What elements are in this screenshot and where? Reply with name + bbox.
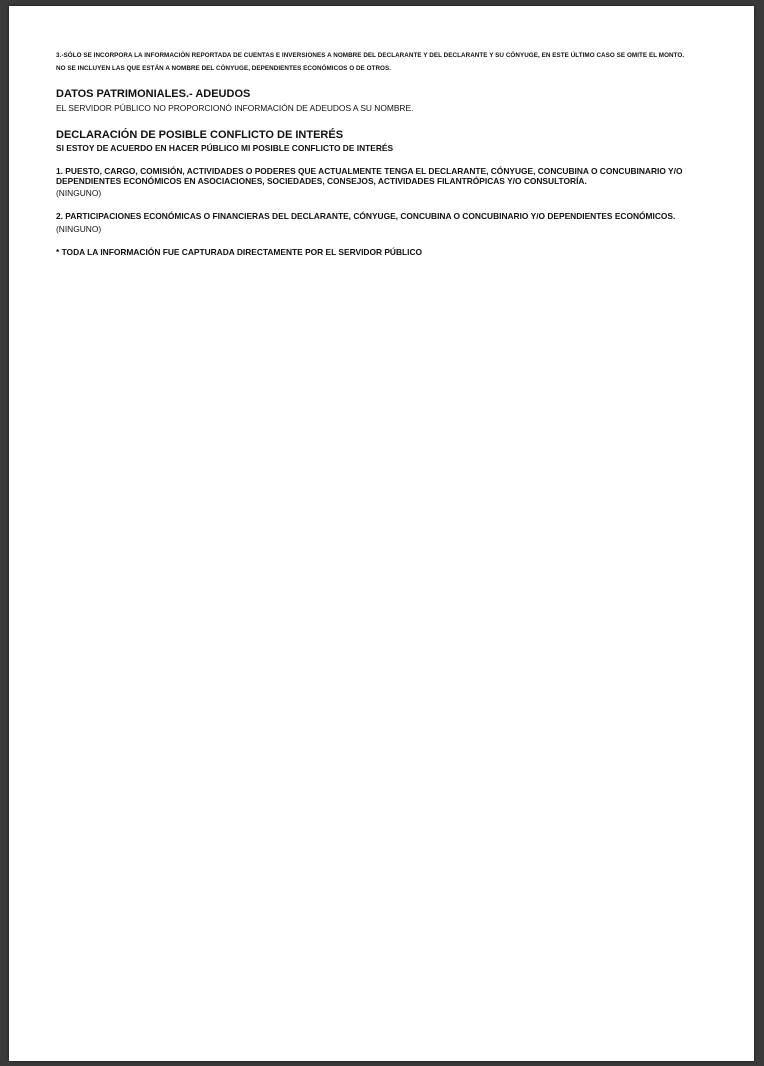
section-title-conflicto: DECLARACIÓN DE POSIBLE CONFLICTO DE INTERÉS — [56, 129, 344, 141]
adeudos-text: EL SERVIDOR PÚBLICO NO PROPORCIONÓ INFORMACIÓN DE ADEUDOS A SU NOMBRE. — [56, 103, 414, 113]
footer-note: * TODA LA INFORMACIÓN FUE CAPTURADA DIRECTAMENTE POR EL SERVIDOR PÚBLICO — [56, 246, 423, 257]
note-exclusions: NO SE INCLUYEN LAS QUE ESTÁN A NOMBRE DEL CÓNYUGE, DEPENDIENTES ECONÓMICOS O DE OTROS. — [56, 65, 392, 72]
section-title-adeudos: DATOS PATRIMONIALES.- ADEUDOS — [56, 88, 251, 100]
document-page — [9, 6, 754, 1061]
conflicto-item-title: 1. PUESTO, CARGO, COMISIÓN, ACTIVIDADES O PODERES QUE ACTUALMENTE TENGA EL DECLARANTE, CÓNYUGE, CONCUBINA O CONCUBINARIO Y/O DEPENDIENTES ECONÓMICOS EN ASOCIACIONES, SOCIEDADES, CONSEJOS, ACTIVIDADES FILANTRÓPICAS Y/O CONSULTORÍA. — [56, 166, 683, 186]
conflicto-item-value: (NINGUNO) — [56, 188, 102, 198]
conflicto-item-title: 2. PARTICIPACIONES ECONÓMICAS O FINANCIERAS DEL DECLARANTE, CÓNYUGE, CONCUBINA O CONCUBINARIO Y/O DEPENDIENTES ECONÓMICOS. — [56, 211, 676, 221]
note-accounts: 3.-SÓLO SE INCORPORA LA INFORMACIÓN REPORTADA DE CUENTAS E INVERSIONES A NOMBRE DEL DECLARANTE Y DEL DECLARANTE Y SU CÓNYUGE, EN ESTE ÚLTIMO CASO SE OMITE EL MONTO. — [56, 52, 685, 59]
conflicto-item-value: (NINGUNO) — [56, 223, 102, 234]
page-content — [56, 52, 716, 258]
conflicto-subtitle: SI ESTOY DE ACUERDO EN HACER PÚBLICO MI POSIBLE CONFLICTO DE INTERÉS — [56, 143, 394, 153]
